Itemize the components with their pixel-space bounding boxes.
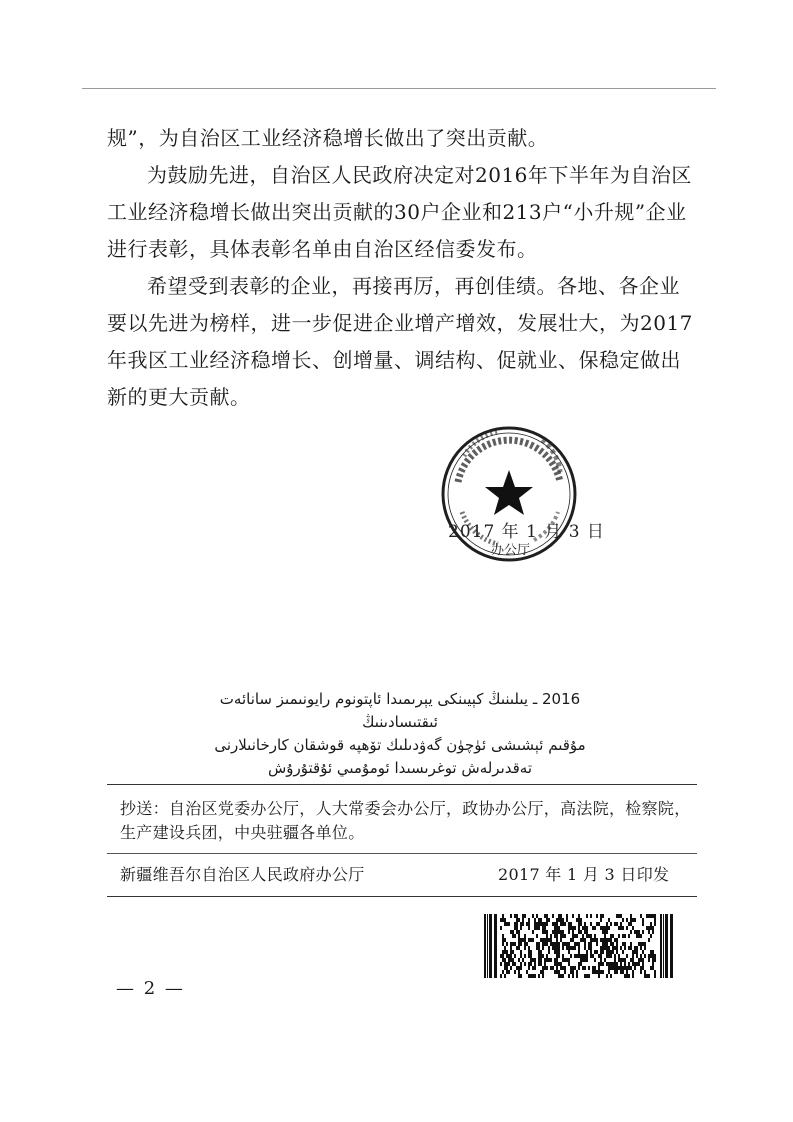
seal-date: 2017 年 1 月 3 日 — [448, 522, 605, 542]
distribution-top-rule — [107, 784, 697, 785]
uyghur-line-2: مۇقىم ئېشىشى ئۈچۈن گەۋدىلىك تۆھپە قوشقان كارخانىلارنى — [214, 736, 586, 754]
footer-bottom-rule — [107, 896, 697, 897]
issue-date: 2017 年 1 月 3 日印发 — [498, 865, 670, 884]
pdf417-barcode — [484, 914, 674, 978]
header-rule — [82, 88, 716, 89]
official-seal — [438, 412, 580, 576]
distribution-label: 抄送： — [120, 799, 169, 818]
uyghur-line-1: 2016 ـ يىلىنىڭ كېيىنكى يېرىمىدا ئاپتونوم رايونىمىز سانائەت ئىقتىسادىنىڭ — [219, 690, 581, 731]
distribution-list — [120, 797, 700, 845]
distribution-bottom-rule — [107, 853, 697, 854]
page-number: — 2 — — [116, 978, 185, 999]
seal-office-text: 办公厅 — [491, 543, 531, 558]
body-paragraph-3: 希望受到表彰的企业，再接再厉，再创佳绩。各地、各企业要以先进为榜样，进一步促进企业增产增效，发展壮大，为2017年我区工业经济稳增长、创增量、调结构、促就业、保稳定做出新的更大贡献。 — [107, 274, 693, 409]
issuing-office: 新疆维吾尔自治区人民政府办公厅 — [120, 865, 365, 884]
uyghur-title — [180, 688, 620, 780]
document-body — [107, 120, 697, 416]
body-paragraph-2: 为鼓励先进，自治区人民政府决定对2016年下半年为自治区工业经济稳增长做出突出贡献的30户企业和213户“小升规”企业进行表彰，具体表彰名单由自治区经信委发布。 — [107, 163, 692, 261]
body-paragraph-1: 规”，为自治区工业经济稳增长做出了突出贡献。 — [107, 126, 549, 150]
uyghur-line-3: تەقدىرلەش توغرىسىدا ئومۇمىي ئۇقتۇرۇش — [267, 759, 533, 777]
distribution-text: 自治区党委办公厅，人大常委会办公厅，政协办公厅，高法院，检察院，生产建设兵团，中央驻疆各单位。 — [120, 799, 691, 842]
